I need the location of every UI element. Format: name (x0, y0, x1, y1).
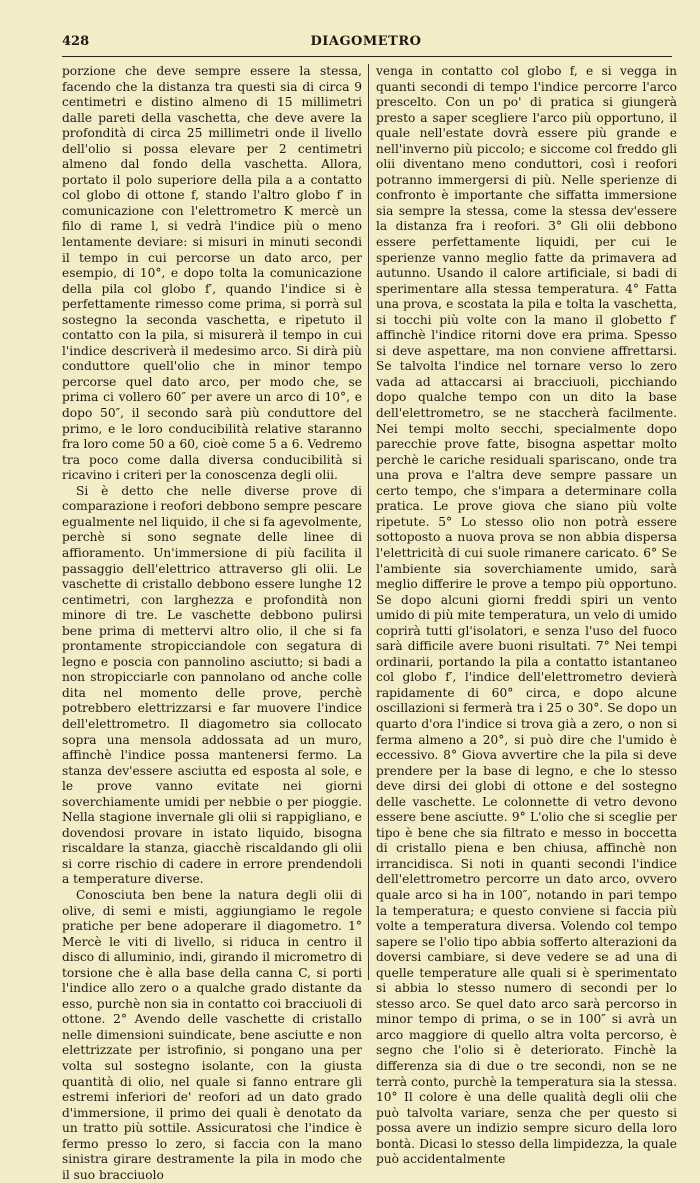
left-column (62, 64, 362, 1182)
page-number: 428 (62, 34, 90, 49)
right-column (376, 64, 677, 1167)
paragraph: Conosciuta ben bene la natura degli olii di olive, di semi e misti, aggiungiamo le regole pratiche per bene adoperare il diagometro. 1° Mercè le viti di livello, si riduca in centro il disco di alluminio, indi, girando il micrometro di torsione che è alla base della canna C, si porti l'indice allo zero o a qualche grado distante da esso, purchè non sia in contatto coi bracciuoli di ottone. 2° Avendo delle vaschette di cristallo nelle dimensioni suindicate, bene asciutte e non elettrizzate per istrofinio, si pongano una per volta sul sostegno isolante, con la giusta quantità di olio, nel quale si fanno entrare gli estremi inferiori de' reofori ad un dato grado d'immersione, il primo dei quali è denotato da un tratto più sottile. Assicuratosi che l'indice è fermo presso lo zero, si faccia con la mano sinistra girare destramente la pila in modo che il suo bracciuolo (62, 887, 362, 1182)
running-title: DIAGOMETRO (310, 34, 422, 49)
text-columns (62, 64, 677, 1182)
running-header (62, 34, 670, 54)
paragraph: venga in contatto col globo f, e si vegga in quanti secondi di tempo l'indice percorre l'arco prescelto. Con un po' di pratica si giungerà presto a saper scegliere l'arco più opportuno, il quale nell'estate dovrà essere più grande e nell'inverno più piccolo; e siccome col freddo gli olii diventano meno conduttori, così i reofori potranno immergersi di più. Nelle sperienze di confronto è importante che siffatta immersione sia sempre la stessa, come la stessa dev'essere la distanza fra i reofori. 3° Gli olii debbono essere perfettamente liquidi, per cui le sperienze vanno meglio fatte da primavera ad autunno. Usando il calore artificiale, si badi di sperimentare alla stessa temperatura. 4° Fatta una prova, e scostata la pila e tolta la vaschetta, si tocchi più volte con la mano il globetto f′ affinchè l'indice ritorni dove era prima. Spesso si deve aspettare, ma non conviene affrettarsi. Se talvolta l'indice nel tornare verso lo zero vada ad attaccarsi ai bracciuoli, picchiando dopo qualche tempo con un dito la base dell'elettrometro, se ne staccherà facilmente. Nei tempi molto secchi, specialmente dopo parecchie prove fatte, bisogna aspettar molto perchè le cariche residuali spariscano, onde tra una prova e l'altra deve sempre passare un certo tempo, che s'impara a determinare colla pratica. Le prove giova che siano più volte ripetute. 5° Lo stesso olio non potrà essere sottoposto a nuova prova se non abbia dispersa l'elettricità di cui suole rimanere caricato. 6° Se l'ambiente sia soverchiamente umido, sarà meglio differire le prove a tempo più opportuno. Se dopo alcuni giorni freddi spiri un vento umido di più mite temperatura, un velo di umido coprirà tutti gl'isolatori, e senza l'uso del fuoco sarà difficile avere buoni risultati. 7° Nei tempi ordinarii, portando la pila a contatto istantaneo col globo f′, l'indice dell'elettrometro devierà rapidamente di 60° circa, e dopo alcune oscillazioni si fermerà tra i 25 o 30°. Se dopo un quarto d'ora l'indice si trova già a zero, o non si ferma almeno a 20°, si può dire che l'umido è eccessivo. 8° Giova avvertire che la pila si deve prendere per la base di legno, e che lo stesso deve dirsi dei globi di ottone e del sostegno delle vaschette. Le colonnette di vetro devono essere bene asciutte. 9° L'olio che si sceglie per tipo è bene che sia filtrato e messo in boccetta di cristallo piena e ben chiusa, affinchè non irrancidisca. Si noti in quanti secondi l'indice dell'elettrometro percorre un dato arco, ovvero quale arco si ha in 100″, notando in pari tempo la temperatura; e questo conviene si faccia più volte a temperatura diversa. Volendo col tempo sapere se l'olio tipo abbia sofferto alterazioni da doversi cambiare, si deve vedere se ad una di quelle temperature alle quali si è sperimentato si abbia lo stesso numero di secondi per lo stesso arco. Se quel dato arco sarà percorso in minor tempo di prima, o se in 100″ si avrà un arco maggiore di quello altra volta percorso, è segno che l'olio si è deteriorato. Finchè la differenza sia di due o tre secondi, non se ne terrà conto, purchè la temperatura sia la stessa. 10° Il colore è una delle qualità degli olii che può talvolta variare, senza che per questo si possa avere un indizio sempre sicuro della loro bontà. Dicasi lo stesso della limpidezza, la quale può accidentalmente (376, 64, 677, 1167)
column-divider (368, 64, 369, 980)
paragraph: porzione che deve sempre essere la stessa, facendo che la distanza tra questi sia di circa 9 centimetri e distino almeno di 15 millimetri dalle pareti della vaschetta, che deve avere la profondità di circa 25 millimetri onde il livello dell'olio si possa elevare per 2 centimetri almeno dal fondo della vaschetta. Allora, portato il polo superiore della pila a a contatto col globo di ottone f, stando l'altro globo f′ in comunicazione con l'elettrometro K mercè un filo di rame l, si vedrà l'indice più o meno lentamente deviare: si misuri in minuti secondi il tempo in cui percorse un dato arco, per esempio, di 10°, e dopo tolta la comunicazione della pila col globo f′, quando l'indice si è perfettamente rimesso come prima, si porrà sul sostegno la seconda vaschetta, e ripetuto il contatto con la pila, si misurerà il tempo in cui l'indice descriverà il medesimo arco. Si dirà più conduttore quell'olio che in minor tempo percorse quel dato arco, per modo che, se prima ci vollero 60″ per avere un arco di 10°, e dopo 50″, il secondo sarà più conduttore del primo, e le loro conducibilità relative staranno fra loro come 50 a 60, cioè come 5 a 6. Vedremo tra poco come dalla diversa conducibilità si ricavino i criteri per la conoscenza degli olii. (62, 64, 362, 483)
paragraph: Si è detto che nelle diverse prove di comparazione i reofori debbono sempre pescare egualmente nel liquido, il che si fa agevolmente, perchè si sono segnate delle linee di affioramento. Un'immersione di più facilita il passaggio dell'elettrico attraverso gli olii. Le vaschette di cristallo debbono essere lunghe 12 centimetri, con larghezza e profondità non minore di tre. Le vaschette debbono pulirsi bene prima di mettervi altro olio, il che si fa prontamente stropicciandole con segatura di legno e poscia con pannolino asciutto; si badi a non stropicciarle con pannolano od anche colle dita nel momento delle prove, perchè potrebbero elettrizzarsi e far muovere l'indice dell'elettrometro. Il diagometro sia collocato sopra una mensola addossata ad un muro, affinchè l'indice possa mantenersi fermo. La stanza dev'essere asciutta ed esposta al sole, e le prove vanno evitate nei giorni soverchiamente umidi per nebbie o per pioggie. Nella stagione invernale gli olii si rappigliano, e dovendosi provare in istato liquido, bisogna riscaldare la stanza, giacchè riscaldando gli olii si corre rischio di cadere in errore prendendoli a temperature diverse. (62, 483, 362, 887)
header-rule (62, 56, 672, 57)
